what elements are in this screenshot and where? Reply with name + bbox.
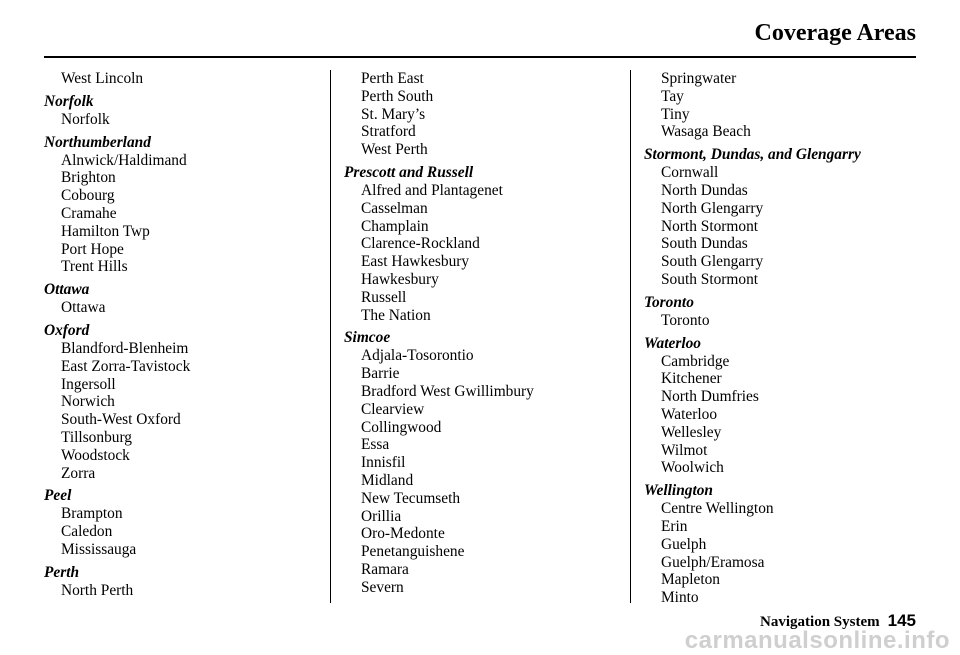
- area-item: Alnwick/Haldimand: [61, 151, 187, 169]
- area-item: Hawkesbury: [361, 270, 439, 288]
- area-item: Barrie: [361, 365, 400, 383]
- area-item: West Perth: [361, 141, 428, 159]
- area-item: South Dundas: [661, 235, 748, 253]
- area-item: Essa: [361, 436, 390, 454]
- area-item: North Perth: [61, 581, 134, 599]
- area-item: Perth East: [361, 70, 424, 87]
- area-item: Woolwich: [661, 459, 724, 477]
- area-item: The Nation: [361, 306, 431, 324]
- area-item: Ingersoll: [61, 375, 116, 393]
- area-item: Clarence-Rockland: [361, 235, 480, 253]
- area-item: North Glengarry: [661, 199, 764, 217]
- area-item: St. Mary’s: [361, 105, 426, 123]
- area-item: Brampton: [61, 505, 123, 523]
- area-item: Zorra: [61, 464, 96, 482]
- area-item: East Hawkesbury: [361, 253, 470, 271]
- area-item: Mapleton: [661, 571, 720, 589]
- area-item: Cambridge: [661, 352, 730, 370]
- area-item: Guelph/Eramosa: [661, 553, 765, 571]
- area-item: Wasaga Beach: [661, 123, 751, 141]
- region-heading: Stormont, Dundas, and Glengarry: [644, 146, 861, 164]
- area-item: South Stormont: [661, 270, 759, 288]
- area-item: North Dumfries: [661, 388, 759, 406]
- area-item: North Dundas: [661, 181, 748, 199]
- area-item: South-West Oxford: [61, 411, 181, 429]
- region-heading: Northumberland: [44, 133, 151, 151]
- area-item: New Tecumseth: [361, 489, 461, 507]
- area-item: Erin: [661, 517, 688, 535]
- area-item: North Stormont: [661, 217, 759, 235]
- area-item: Guelph: [661, 535, 707, 553]
- watermark: carmanualsonline.info: [684, 627, 950, 654]
- column-1: [44, 70, 330, 600]
- area-item: Woodstock: [61, 446, 130, 464]
- area-item: Ramara: [361, 560, 409, 578]
- area-item: Kitchener: [661, 370, 722, 388]
- region-heading: Wellington: [644, 482, 713, 500]
- region-heading: Peel: [44, 487, 72, 505]
- area-item: West Lincoln: [61, 70, 144, 87]
- area-item: Perth South: [361, 87, 434, 105]
- area-item: Norfolk: [61, 110, 110, 128]
- column-divider: [630, 70, 631, 603]
- page-number: 145: [887, 611, 916, 630]
- area-item: Cornwall: [661, 164, 719, 182]
- column-divider: [330, 70, 331, 603]
- area-item: Waterloo: [661, 405, 718, 423]
- header-rule: [44, 56, 916, 58]
- area-item: Springwater: [661, 70, 737, 87]
- area-item: Tillsonburg: [61, 428, 133, 446]
- area-item: Brighton: [61, 169, 116, 187]
- region-heading: Toronto: [644, 293, 694, 311]
- area-item: Norwich: [61, 393, 115, 411]
- region-heading: Norfolk: [44, 92, 94, 110]
- area-item: Minto: [661, 589, 699, 607]
- area-item: Wilmot: [661, 441, 708, 459]
- column-2: [344, 70, 630, 597]
- footer-section-label: Navigation System: [760, 614, 880, 630]
- area-item: Penetanguishene: [361, 543, 465, 561]
- area-item: Tiny: [661, 105, 690, 123]
- area-item: Wellesley: [661, 423, 722, 441]
- area-item: Alfred and Plantagenet: [361, 181, 503, 199]
- area-item: Stratford: [361, 123, 416, 141]
- area-item: Casselman: [361, 199, 428, 217]
- region-heading: Prescott and Russell: [344, 163, 474, 181]
- region-heading: Perth: [44, 563, 80, 581]
- area-item: Collingwood: [361, 418, 442, 436]
- page-title: Coverage Areas: [754, 20, 916, 46]
- area-item: Tay: [661, 87, 684, 105]
- area-item: Champlain: [361, 217, 429, 235]
- area-item: South Glengarry: [661, 253, 764, 271]
- area-item: Russell: [361, 288, 407, 306]
- column-3: [644, 70, 934, 607]
- area-item: East Zorra-Tavistock: [61, 357, 191, 375]
- area-item: Blandford-Blenheim: [61, 339, 189, 357]
- area-item: Innisfil: [361, 454, 406, 472]
- area-item: Cobourg: [61, 187, 115, 205]
- area-item: Ottawa: [61, 299, 106, 317]
- region-heading: Oxford: [44, 321, 90, 339]
- area-item: Centre Wellington: [661, 500, 774, 518]
- region-heading: Waterloo: [644, 334, 702, 352]
- area-item: Trent Hills: [61, 258, 128, 276]
- area-item: Severn: [361, 578, 404, 596]
- area-item: Midland: [361, 471, 414, 489]
- area-item: Adjala-Tosorontio: [361, 347, 474, 365]
- area-item: Port Hope: [61, 240, 124, 258]
- area-item: Cramahe: [61, 204, 117, 222]
- area-item: Caledon: [61, 523, 113, 541]
- area-item: Hamilton Twp: [61, 222, 150, 240]
- area-item: Clearview: [361, 400, 425, 418]
- area-item: Bradford West Gwillimbury: [361, 382, 534, 400]
- area-item: Orillia: [361, 507, 402, 525]
- area-item: Mississauga: [61, 540, 137, 558]
- area-item: Oro-Medonte: [361, 525, 445, 543]
- region-heading: Ottawa: [44, 281, 90, 299]
- area-item: Toronto: [661, 311, 710, 329]
- region-heading: Simcoe: [344, 329, 391, 347]
